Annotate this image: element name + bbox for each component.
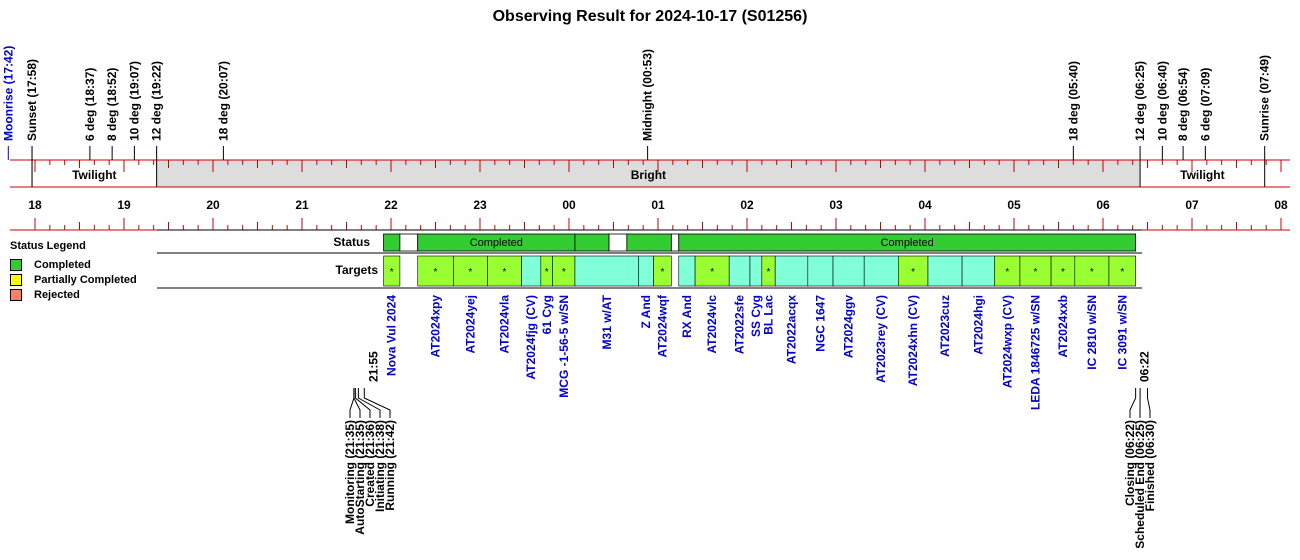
sky-phase-bands (32, 160, 1265, 187)
status-legend (10, 240, 137, 302)
target-name-nova-vul-2024: Nova Vul 2024 (384, 295, 399, 376)
event-label-12-deg-19-22: 12 deg (19:22) (149, 60, 164, 141)
target-name-m31-w-at: M31 w/AT (599, 295, 614, 350)
target-name-ss-cyg: SS Cyg (748, 295, 763, 338)
targets-row-label: Targets (335, 263, 378, 277)
target-marker-mcg-1-56-5-w-sn: * (561, 267, 566, 278)
target-name-at2024xxb: AT2024xxb (1055, 295, 1070, 358)
target-segment-at2024ggv (833, 256, 864, 286)
end-event-closing-06-22: Closing (06:22) (1123, 420, 1137, 507)
target-name-ngc-1647: NGC 1647 (813, 295, 828, 352)
target-name-at2024vlc: AT2024vlc (705, 295, 720, 354)
target-segment-z-and (639, 256, 654, 286)
legend-swatch-rejected (10, 289, 22, 301)
target-marker-bl-lac: * (766, 267, 771, 278)
target-marker-nova-vul-2024: * (389, 267, 394, 278)
event-label-moonrise-17-42: Moonrise (17:42) (1, 45, 16, 141)
hour-label-02: 02 (740, 198, 754, 212)
hour-label-20: 20 (206, 198, 220, 212)
target-name-at2024xpy: AT2024xpy (428, 295, 443, 358)
target-marker-at2024xpy: * (433, 267, 438, 278)
target-name-at2024wqf: AT2024wqf (655, 295, 670, 358)
event-label-sunset-17-58: Sunset (17:58) (25, 58, 40, 141)
start-event-autostarting-21-35: AutoStarting (21:35) (353, 420, 367, 535)
target-name-at2024xhn-cv: AT2024xhn (CV) (906, 295, 921, 387)
end-event-finished-06-30: Finished (06:30) (1143, 420, 1157, 512)
target-marker-at2024yej: * (468, 267, 473, 278)
legend-item-rejected (10, 287, 137, 302)
sky-phase-label-0: Twilight (72, 168, 117, 182)
end-event-leader-0 (1130, 388, 1136, 418)
status-segment-1 (400, 234, 418, 251)
target-name-at2024ggv: AT2024ggv (841, 295, 856, 359)
legend-item-partial (10, 272, 137, 287)
hour-label-08: 08 (1274, 198, 1288, 212)
hour-label-05: 05 (1007, 198, 1021, 212)
end-event-scheduled-end-06-25: Scheduled End (06:25) (1133, 420, 1147, 549)
target-name-ic-2810-w-sn: IC 2810 w/SN (1084, 295, 1099, 370)
target-segment-at2024hgi (962, 256, 995, 286)
target-name-at2024yej: AT2024yej (463, 295, 478, 354)
event-label-18-deg-05-40: 18 deg (05:40) (1066, 60, 1081, 141)
target-marker-at2024vlc: * (710, 267, 715, 278)
sky-phase-label-1: Bright (630, 168, 667, 182)
hour-label-04: 04 (918, 198, 932, 212)
start-event-running-21-42: Running (21:42) (383, 420, 397, 511)
event-label-6-deg-18-37: 6 deg (18:37) (82, 67, 97, 141)
target-segment-at2022sfe (729, 256, 750, 286)
event-label-6-deg-07-09: 6 deg (07:09) (1198, 67, 1213, 141)
event-label-8-deg-06-54: 8 deg (06:54) (1176, 67, 1191, 141)
target-marker-ic-2810-w-sn: * (1089, 267, 1094, 278)
hour-label-23: 23 (473, 198, 487, 212)
legend-title: Status Legend (10, 240, 86, 252)
target-name-at2024wxp-cv: AT2024wxp (CV) (1000, 295, 1015, 389)
status-label-7: Completed (880, 237, 934, 249)
start-event-leader-1 (354, 388, 360, 418)
legend-label-completed: Completed (34, 258, 91, 271)
target-name-z-and: Z And (639, 295, 654, 329)
target-name-61-cyg: 61 Cyg (539, 295, 554, 335)
target-name-mcg-1-56-5-w-sn: MCG -1-56-5 w/SN (556, 295, 571, 398)
legend-label-rejected: Rejected (34, 288, 80, 301)
target-marker-at2024wqf: * (660, 267, 665, 278)
status-row-label: Status (333, 235, 370, 249)
target-name-ic-3091-w-sn: IC 3091 w/SN (1115, 295, 1130, 370)
sky-phase-label-2: Twilight (1180, 168, 1225, 182)
target-marker-61-cyg: * (544, 267, 549, 278)
event-label-10-deg-19-07: 10 deg (19:07) (127, 60, 142, 141)
run-start-label: 21:55 (366, 351, 381, 382)
target-marker-at2024xxb: * (1060, 267, 1065, 278)
target-name-at2022acqx: AT2022acqx (784, 295, 799, 365)
target-segment-m31-w-at (575, 256, 639, 286)
target-name-at2024fjg-cv: AT2024fjg (CV) (524, 295, 539, 380)
status-segment-3 (575, 234, 609, 251)
target-name-at2022sfe: AT2022sfe (732, 295, 747, 355)
hour-label-00: 00 (562, 198, 576, 212)
event-label-sunrise-07-49: Sunrise (07:49) (1257, 54, 1272, 141)
hour-label-07: 07 (1185, 198, 1199, 212)
target-marker-at2024vla: * (502, 267, 507, 278)
target-marker-at2024xhn-cv: * (911, 267, 916, 278)
end-event-leader-2 (1148, 388, 1151, 418)
hour-label-18: 18 (28, 198, 42, 212)
status-segment-0 (384, 234, 400, 251)
start-event-leader-0 (350, 388, 354, 418)
target-name-bl-lac: BL Lac (761, 295, 776, 335)
status-segments (384, 234, 1136, 251)
target-segment-at2023rey-cv (864, 256, 898, 286)
hour-label-01: 01 (651, 198, 665, 212)
legend-item-completed (10, 257, 137, 272)
target-segment-rx-and (679, 256, 695, 286)
start-event-monitoring-21-35: Monitoring (21:35) (343, 420, 357, 524)
target-name-at2024vla: AT2024vla (497, 295, 512, 354)
legend-swatch-partial (10, 274, 22, 286)
hour-label-21: 21 (295, 198, 309, 212)
event-label-12-deg-06-25: 12 deg (06:25) (1133, 60, 1148, 141)
hour-label-19: 19 (117, 198, 131, 212)
chart-title: Observing Result for 2024-10-17 (S01256) (492, 8, 808, 25)
event-label-18-deg-20-07: 18 deg (20:07) (216, 60, 231, 141)
target-marker-at2024wxp-cv: * (1005, 267, 1010, 278)
target-segment-ss-cyg (750, 256, 762, 286)
target-name-leda-1846725-w-sn: LEDA 1846725 w/SN (1028, 295, 1043, 410)
run-end-label: 06:22 (1137, 351, 1152, 382)
target-segment-ngc-1647 (808, 256, 833, 286)
legend-label-partial: Partially Completed (34, 273, 137, 286)
event-label-midnight-00-53: Midnight (00:53) (640, 49, 655, 141)
target-name-rx-and: RX And (679, 295, 694, 338)
hour-label-06: 06 (1096, 198, 1110, 212)
target-name-at2023cuz: AT2023cuz (938, 295, 953, 357)
start-event-created-21-36: Created (21:36) (363, 420, 377, 507)
event-label-8-deg-18-52: 8 deg (18:52) (105, 67, 120, 141)
status-segment-4 (609, 234, 627, 251)
target-name-at2023rey-cv: AT2023rey (CV) (874, 295, 889, 383)
event-label-10-deg-06-40: 10 deg (06:40) (1155, 60, 1170, 141)
hour-label-22: 22 (384, 198, 398, 212)
start-event-initiating-21-38: Initiating (21:38) (373, 420, 387, 513)
status-segment-6 (671, 234, 678, 251)
status-segment-5 (627, 234, 672, 251)
target-marker-leda-1846725-w-sn: * (1033, 267, 1038, 278)
target-segments (384, 256, 1136, 410)
target-marker-ic-3091-w-sn: * (1120, 267, 1125, 278)
status-label-2: Completed (469, 237, 523, 249)
target-segment-at2022acqx (775, 256, 808, 286)
target-segment-at2024fjg-cv (522, 256, 541, 286)
target-segment-at2023cuz (928, 256, 962, 286)
hour-label-03: 03 (829, 198, 843, 212)
target-name-at2024hgi: AT2024hgi (971, 295, 986, 355)
legend-swatch-completed (10, 259, 22, 271)
